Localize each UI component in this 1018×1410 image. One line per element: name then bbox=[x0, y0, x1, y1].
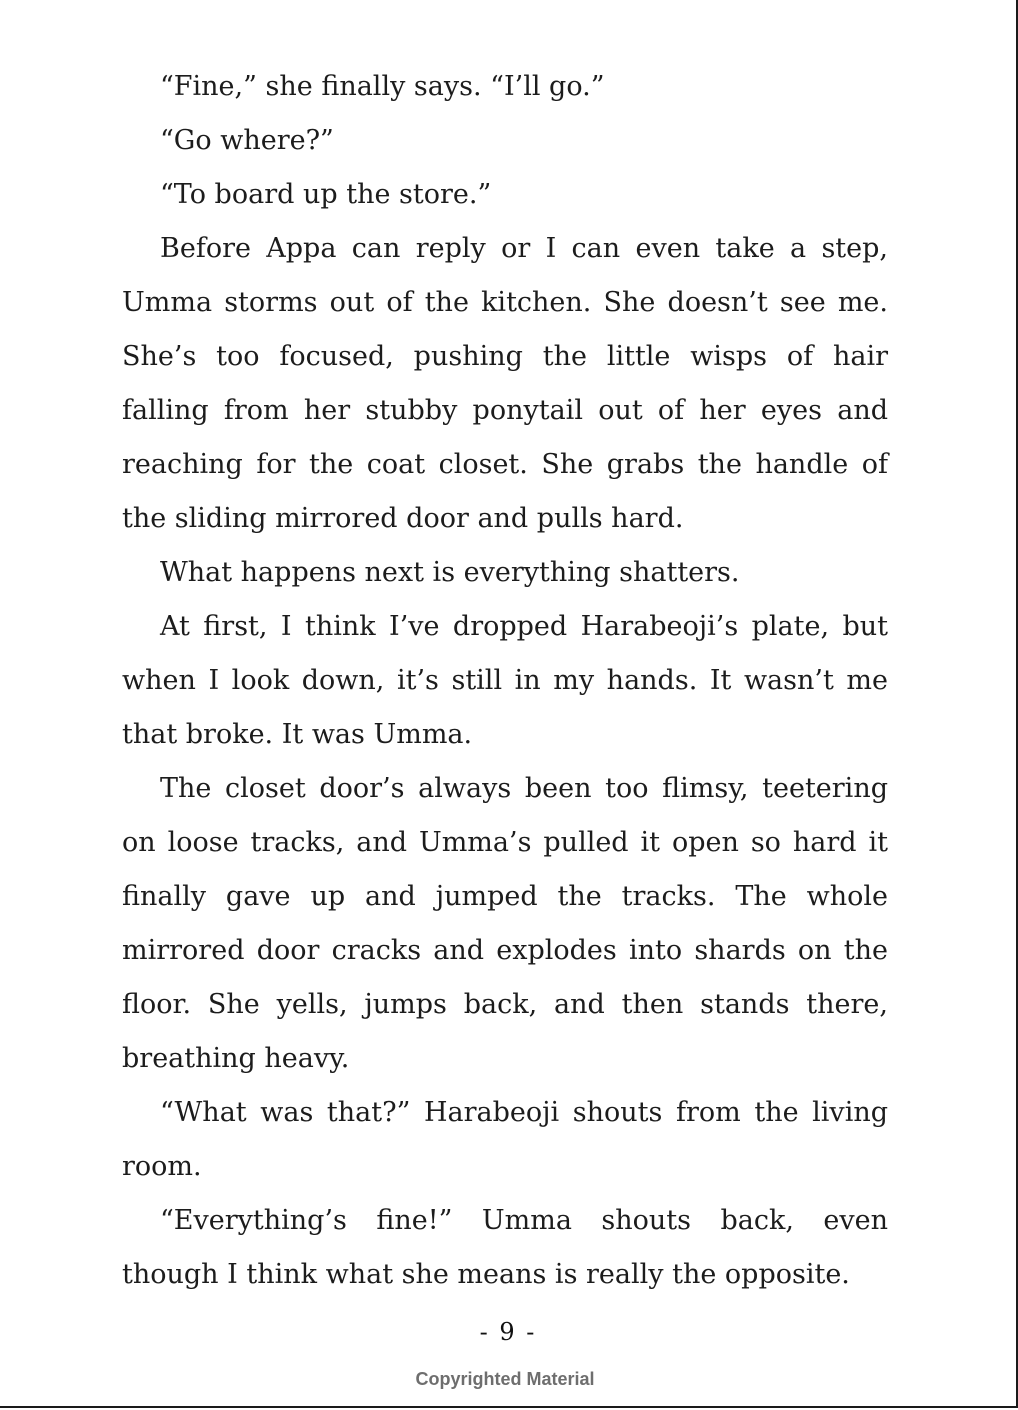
paragraph: The closet door’s always been too flimsy, teetering on loose tracks, and Umma’s pulled it open so hard it finally gave up and jumped the tracks. The whole mirrored door cracks and explodes into shards on the floor. She yells, jumps back, and then stands there, breathing heavy. bbox=[122, 773, 888, 1074]
paragraph: Before Appa can reply or I can even take a step, Umma storms out of the kitchen. She doesn’t see me. She’s too focused, pushing the little wisps of hair falling from her stubby ponytail out of her eyes and reaching for the coat closet. She grabs the handle of the sliding mirrored door and pulls hard. bbox=[122, 233, 888, 534]
copyright-notice: Copyrighted Material bbox=[415, 1369, 595, 1389]
paragraph: “Fine,” she finally says. “I’ll go.” bbox=[160, 71, 605, 102]
paragraph: At first, I think I’ve dropped Harabeoji’s plate, but when I look down, it’s still in my hands. It wasn’t me that broke. It was Umma. bbox=[122, 611, 888, 750]
paragraph: What happens next is everything shatters. bbox=[160, 557, 740, 588]
paragraph: “What was that?” Harabeoji shouts from the living room. bbox=[122, 1097, 888, 1182]
body-text bbox=[122, 60, 888, 1302]
page-number: - 9 - bbox=[479, 1318, 537, 1346]
paragraph: “Everything’s fine!” Umma shouts back, even though I think what she means is really the opposite. bbox=[122, 1205, 888, 1290]
paragraph: “Go where?” bbox=[160, 125, 334, 156]
paragraph: “To board up the store.” bbox=[160, 179, 492, 210]
